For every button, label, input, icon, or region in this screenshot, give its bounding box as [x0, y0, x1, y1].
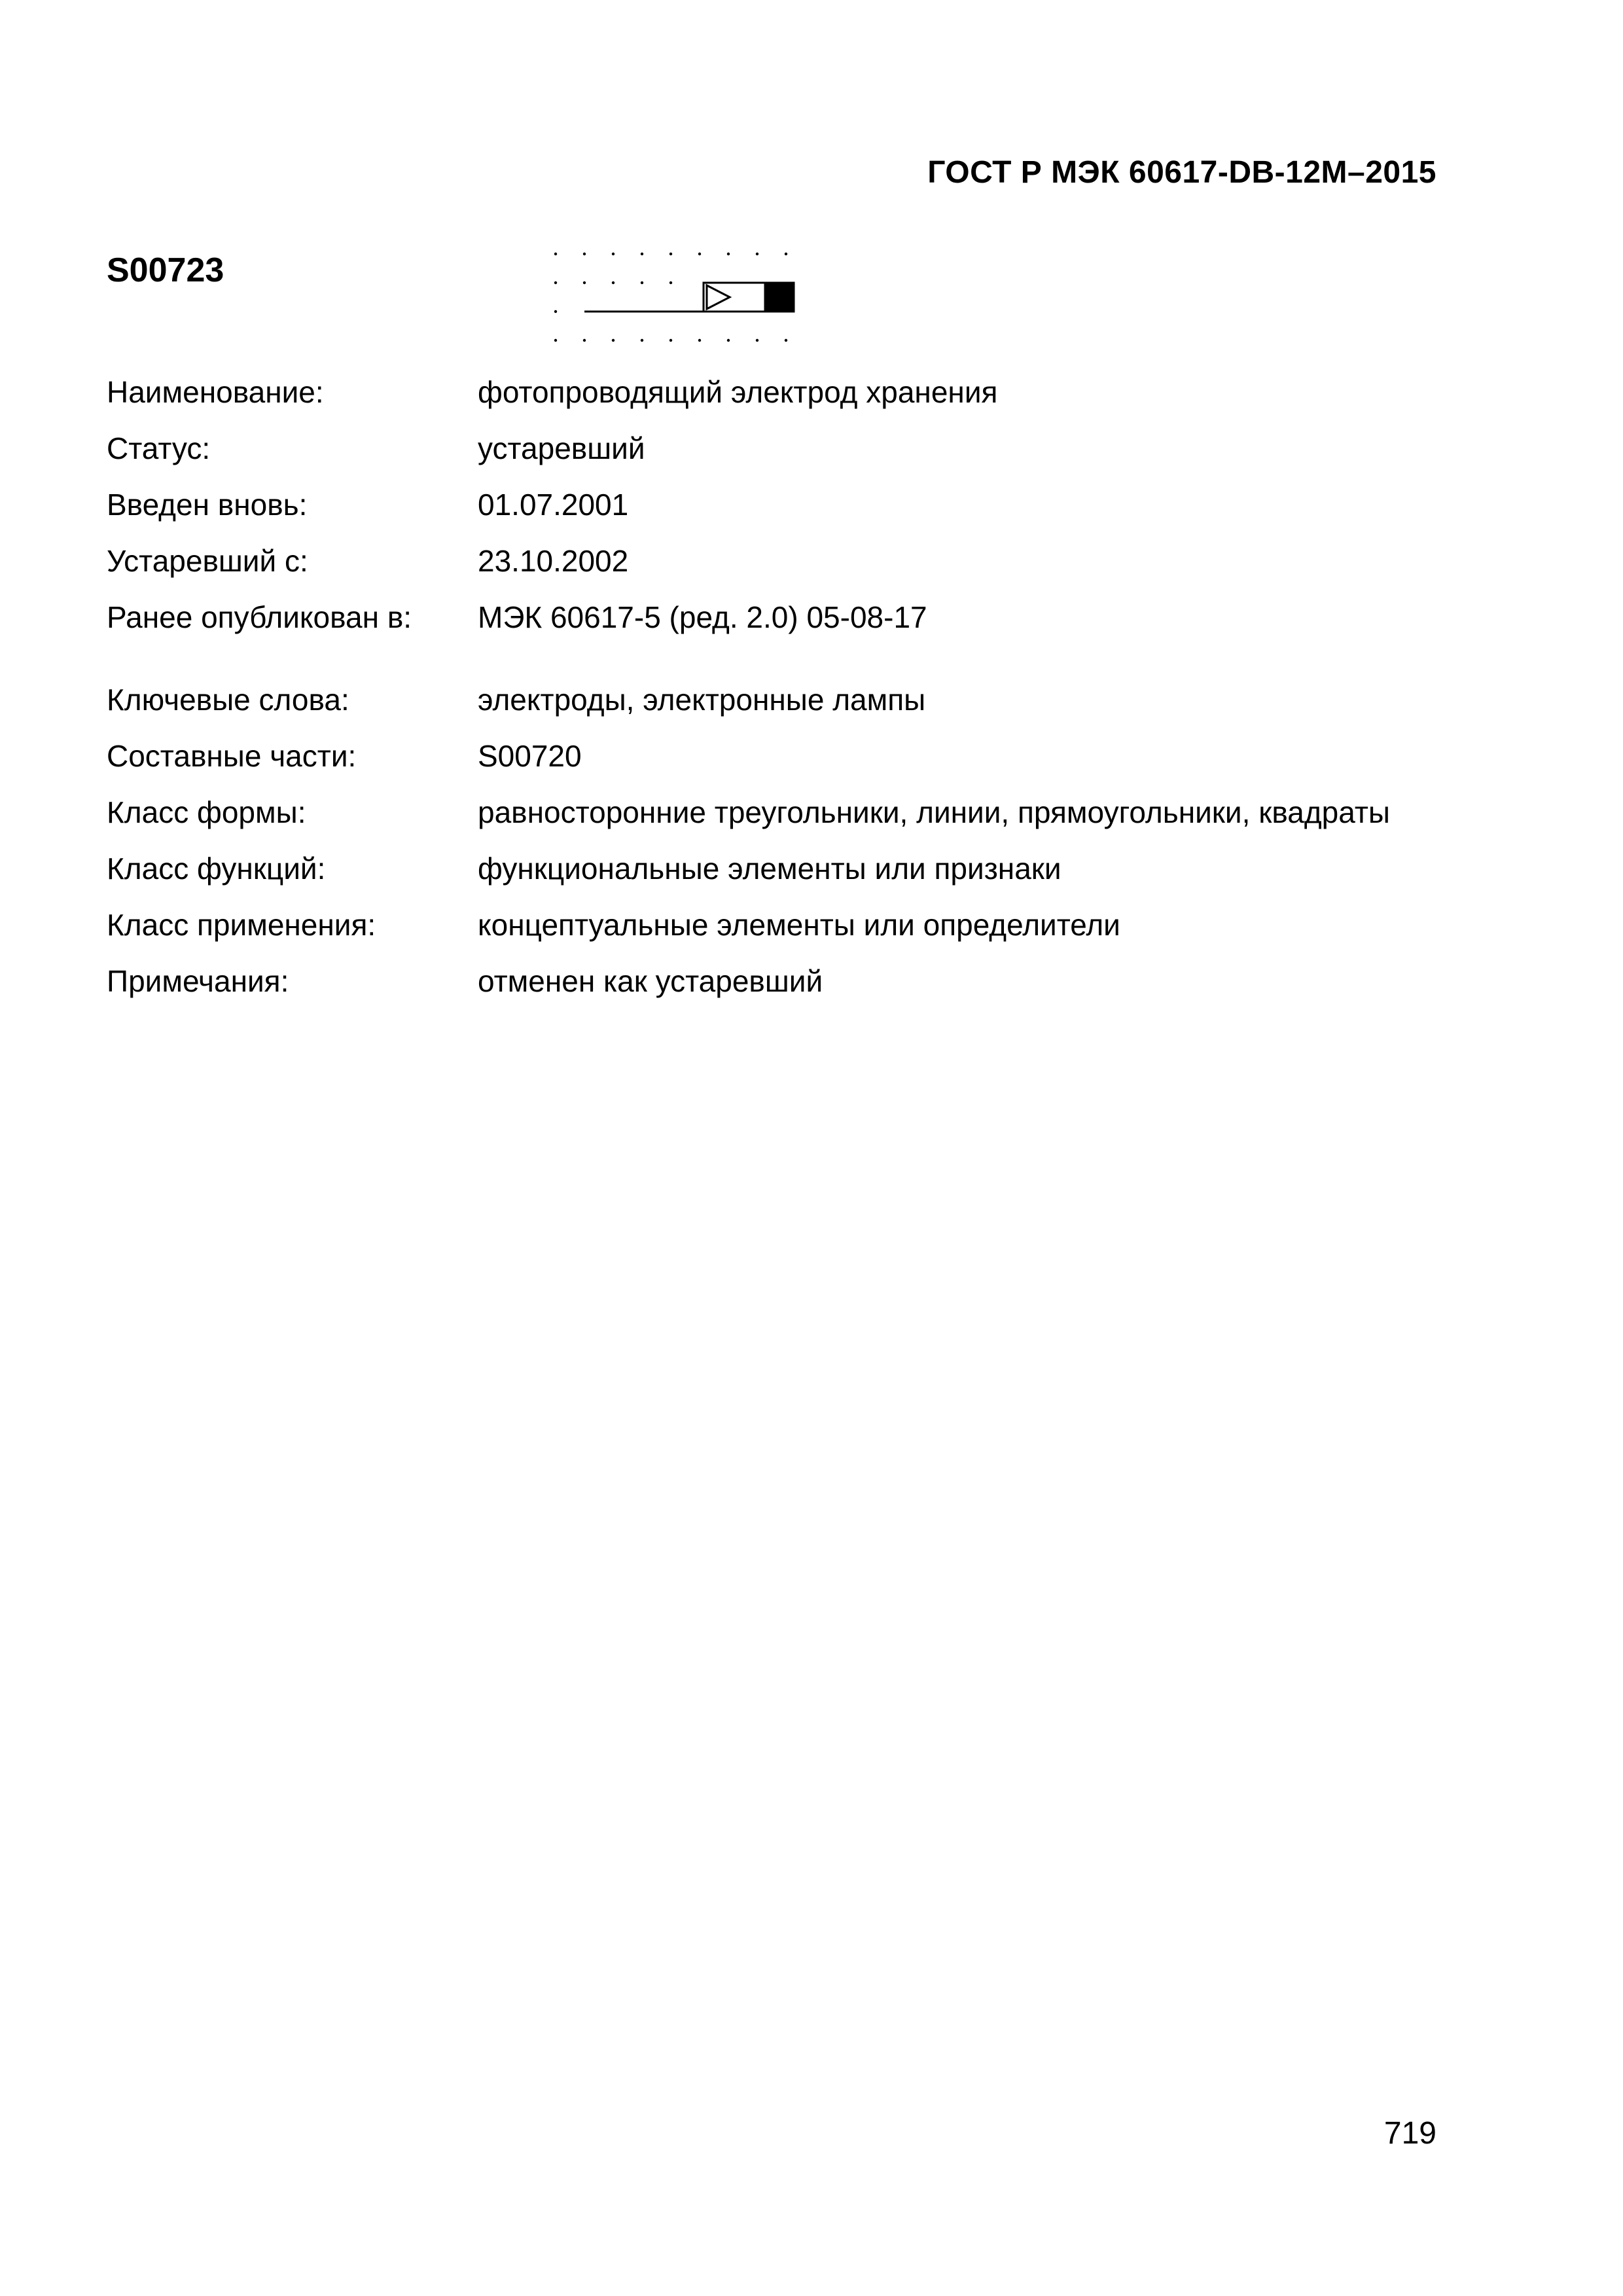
grid-dot	[669, 281, 672, 284]
field-row-components	[107, 728, 1442, 784]
field-label: Класс формы:	[107, 795, 306, 829]
grid-dot	[612, 339, 615, 342]
field-row-published-in	[107, 589, 1442, 645]
field-row-introduced	[107, 476, 1442, 533]
symbol-figure	[548, 244, 823, 349]
grid-dot	[612, 253, 615, 255]
grid-dot	[727, 339, 730, 342]
field-label: Ключевые слова:	[107, 683, 349, 717]
grid-dot	[554, 253, 557, 255]
electrode-rectangle	[704, 283, 765, 312]
field-value: равносторонние треугольники, линии, прямоугольники, квадраты	[478, 795, 1390, 829]
field-label: Ранее опубликован в:	[107, 600, 412, 634]
field-value: МЭК 60617-5 (ред. 2.0) 05-08-17	[478, 600, 927, 634]
grid-dot	[727, 253, 730, 255]
field-row-name	[107, 364, 1442, 420]
document-code: ГОСТ Р МЭК 60617-DB-12M–2015	[927, 155, 1436, 190]
grid-dot	[583, 253, 586, 255]
field-label: Составные части:	[107, 739, 357, 773]
field-value: 23.10.2002	[478, 544, 629, 578]
field-row-obsolete-since	[107, 533, 1442, 589]
field-label: Статус:	[107, 431, 211, 465]
field-label: Примечания:	[107, 964, 289, 998]
grid-dot	[612, 281, 615, 284]
grid-dot	[583, 339, 586, 342]
field-label: Наименование:	[107, 375, 324, 409]
grid-dot	[669, 253, 672, 255]
grid-dot	[583, 281, 586, 284]
field-value: отменен как устаревший	[478, 964, 823, 998]
grid-dot	[698, 339, 701, 342]
field-label: Класс применения:	[107, 908, 376, 942]
page-number: 719	[1383, 2116, 1436, 2151]
symbol-id: S00723	[107, 251, 224, 289]
field-value: функциональные элементы или признаки	[478, 852, 1061, 886]
grid-dot	[641, 253, 643, 255]
filled-square	[765, 283, 794, 312]
grid-dot	[554, 310, 557, 313]
grid-dot	[785, 339, 787, 342]
field-value: 01.07.2001	[478, 488, 629, 522]
field-label: Класс функций:	[107, 852, 326, 886]
grid-dot	[756, 253, 758, 255]
field-value: S00720	[478, 739, 582, 773]
grid-dot	[641, 339, 643, 342]
field-value: устаревший	[478, 431, 645, 465]
grid-dot	[554, 281, 557, 284]
field-value: фотопроводящий электрод хранения	[478, 375, 998, 409]
field-row-status	[107, 420, 1442, 476]
field-row-shape-class	[107, 784, 1442, 840]
field-row-notes	[107, 953, 1442, 1009]
field-row-keywords	[107, 672, 1442, 728]
grid-dot	[756, 339, 758, 342]
field-value: концептуальные элементы или определители	[478, 908, 1120, 942]
grid-dot	[554, 339, 557, 342]
grid-dot	[669, 339, 672, 342]
grid-dot	[785, 253, 787, 255]
field-row-application-class	[107, 897, 1442, 953]
field-row-function-class	[107, 840, 1442, 897]
grid-dot	[641, 281, 643, 284]
field-label: Введен вновь:	[107, 488, 308, 522]
field-value: электроды, электронные лампы	[478, 683, 926, 717]
field-list	[107, 364, 1442, 1009]
field-label: Устаревший с:	[107, 544, 308, 578]
grid-dot	[698, 253, 701, 255]
